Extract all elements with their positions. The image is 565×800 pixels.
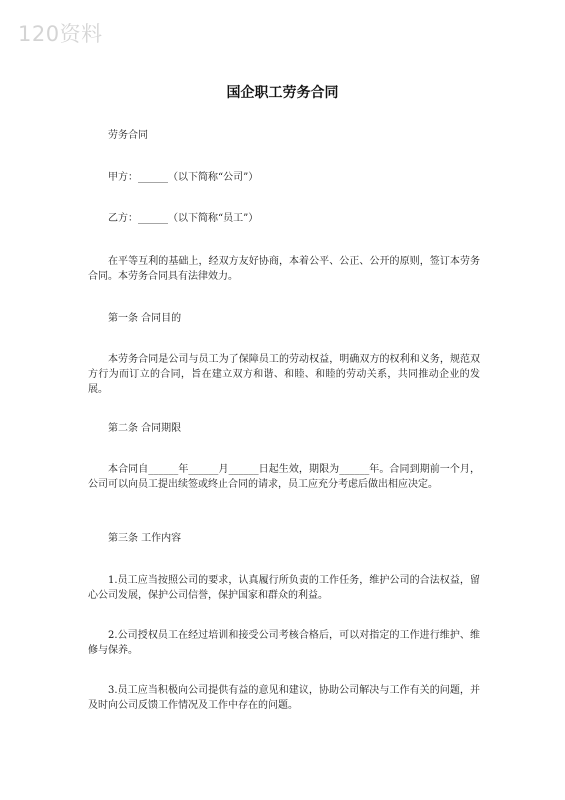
party-b-line: 乙方：______（以下简称“员工”）	[108, 213, 259, 224]
article-3-item-2: 2.公司授权员工在经过培训和接受公司考核合格后，可以对指定的工作进行维护、维修与保养。	[88, 630, 480, 656]
article-3-item-1: 1.员工应当按照公司的要求，认真履行所负责的工作任务，维护公司的合法权益，留心公司发展，保护公司信誉，保护国家和群众的利益。	[88, 575, 480, 601]
contract-subtitle: 劳务合同	[108, 130, 148, 141]
article-1-body: 本劳务合同是公司与员工为了保障员工的劳动权益，明确双方的权利和义务，规范双方行为而订立的合同，旨在建立双方和谐、和睦、和睦的劳动关系，共同推动企业的发展。	[88, 354, 480, 395]
intro-paragraph: 在平等互利的基础上，经双方友好协商，本着公平、公正、公开的原则，签订本劳务合同。本劳务合同具有法律效力。	[88, 256, 480, 282]
article-2-heading: 第二条 合同期限	[108, 423, 182, 434]
article-3-item-3: 3.员工应当积极向公司提供有益的意见和建议，协助公司解决与工作有关的问题，并及时向公司反馈工作情况及工作中存在的问题。	[88, 685, 480, 711]
watermark-logo: 120资料	[18, 22, 103, 46]
article-1-heading: 第一条 合同目的	[108, 313, 182, 324]
article-2-body: 本合同自______年______月______日起生效，期限为______年。合同到期前一个月，公司可以向员工提出续签或终止合同的请求，员工应充分考虑后做出相应决定。	[88, 464, 480, 490]
party-a-line: 甲方：______（以下简称“公司”）	[108, 172, 259, 183]
document-title: 国企职工劳务合同	[226, 85, 339, 101]
article-3-heading: 第三条 工作内容	[108, 533, 182, 544]
